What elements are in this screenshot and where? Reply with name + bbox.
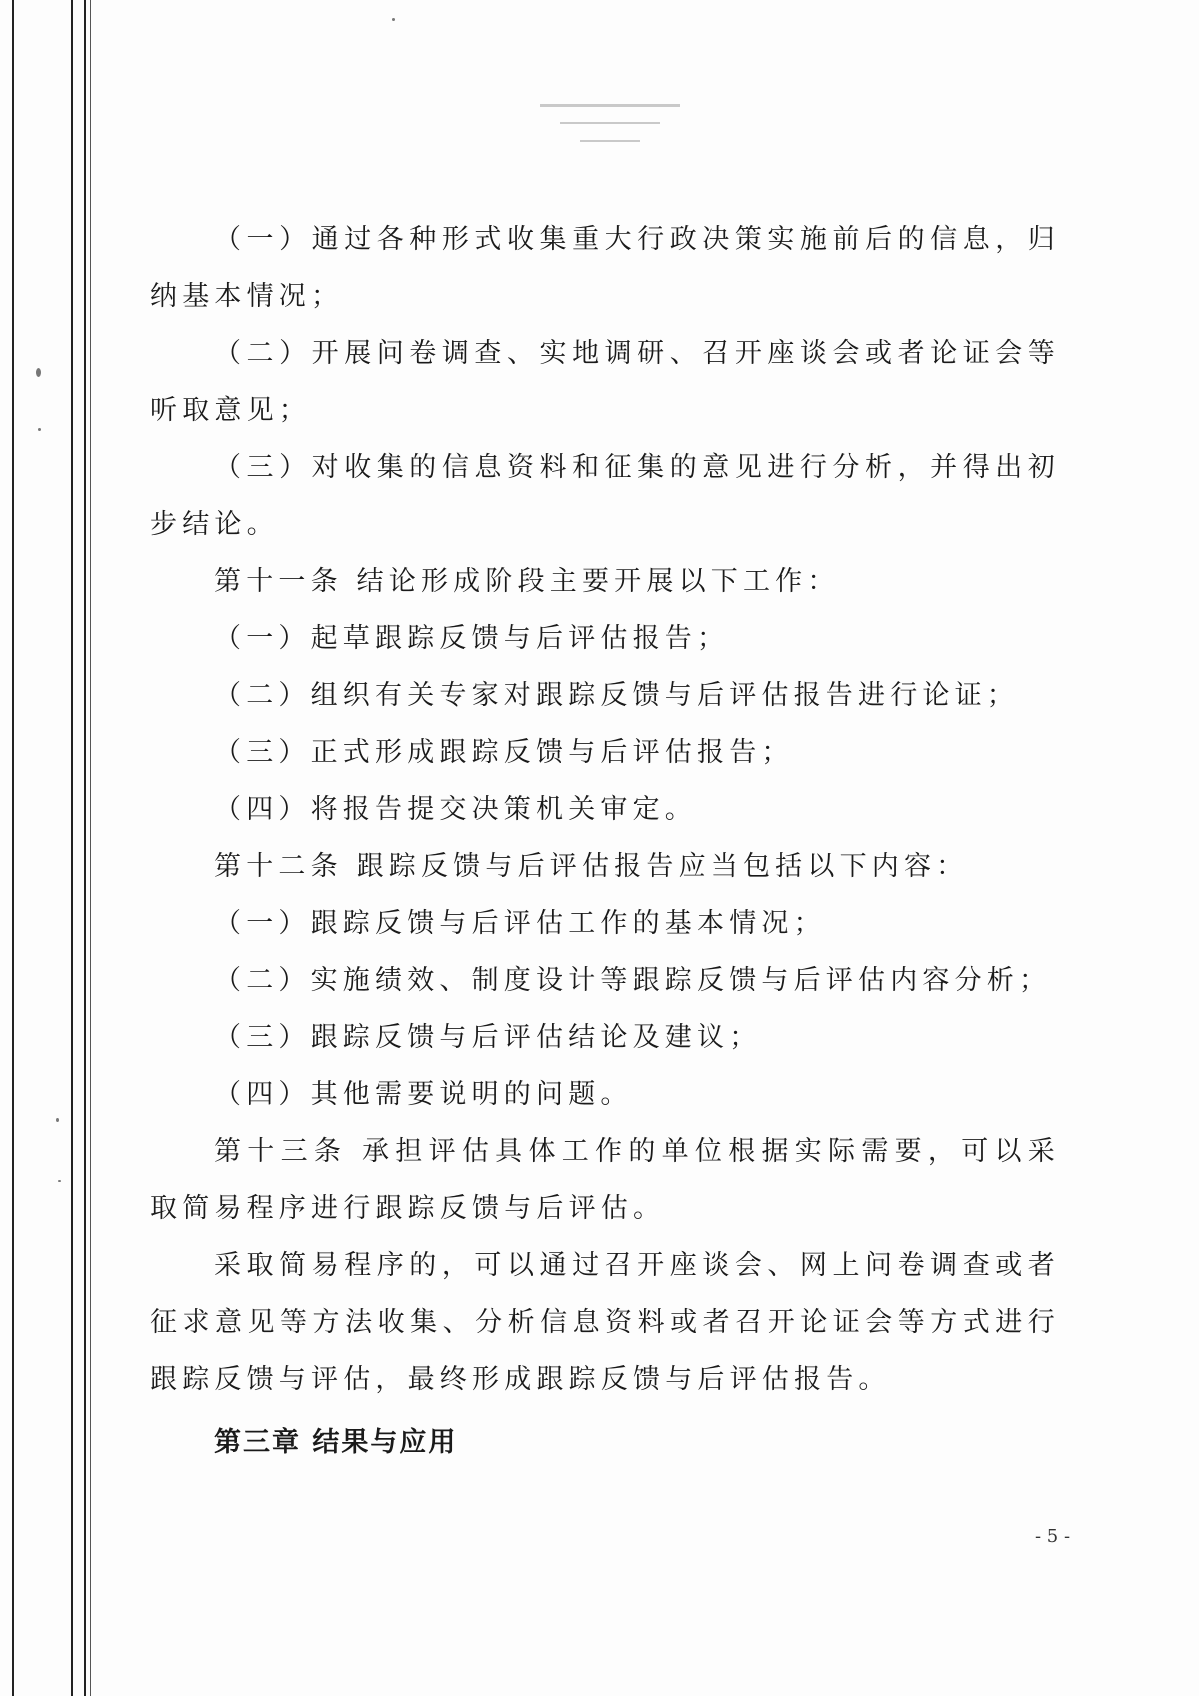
article-line: 第十三条 承担评估具体工作的单位根据实际需要，可以采 [214,1136,1060,1167]
body-line: （四）将报告提交决策机关审定。 [214,794,697,825]
body-line: （二）组织有关专家对跟踪反馈与后评估报告进行论证； [214,680,1019,711]
body-line: （二）开展问卷调查、实地调研、召开座谈会或者论证会等 [214,338,1060,369]
binding-line [90,0,91,1696]
scan-speck [392,18,395,21]
page-number: - 5 - [1035,1526,1071,1547]
body-line: （一）起草跟踪反馈与后评估报告； [214,623,730,654]
scan-speck [58,1180,61,1182]
body-line: 跟踪反馈与评估，最终形成跟踪反馈与后评估报告。 [150,1364,891,1395]
body-line: （三）跟踪反馈与后评估结论及建议； [214,1022,762,1053]
binding-line [84,0,86,1696]
scan-speck [38,428,41,431]
body-line: 听取意见； [150,395,311,426]
article-line: 第十一条 结论形成阶段主要开展以下工作： [214,566,840,597]
body-line: （三）对收集的信息资料和征集的意见进行分析，并得出初 [214,452,1060,483]
binding-line [12,0,14,1696]
body-line: （四）其他需要说明的问题。 [214,1079,633,1110]
article-line: 第十二条 跟踪反馈与后评估报告应当包括以下内容： [214,851,969,882]
scan-speck [56,1118,59,1122]
binding-line [71,0,73,1696]
chapter-heading: 第三章 结果与应用 [214,1427,458,1458]
body-line: 采取简易程序的，可以通过召开座谈会、网上问卷调查或者 [214,1250,1060,1281]
scan-speck [36,368,41,377]
body-line: 征求意见等方法收集、分析信息资料或者召开论证会等方式进行 [150,1307,1060,1338]
body-line: （一）通过各种形式收集重大行政决策实施前后的信息，归 [214,224,1060,255]
body-line: （二）实施绩效、制度设计等跟踪反馈与后评估内容分析； [214,965,1052,996]
body-line: 纳基本情况； [150,281,344,312]
body-line: （三）正式形成跟踪反馈与后评估报告； [214,737,794,768]
body-line: （一）跟踪反馈与后评估工作的基本情况； [214,908,826,939]
faint-stamp [520,100,700,160]
body-line: 步结论。 [150,509,279,540]
body-line: 取简易程序进行跟踪反馈与后评估。 [150,1193,666,1224]
document-body [150,211,1060,1471]
